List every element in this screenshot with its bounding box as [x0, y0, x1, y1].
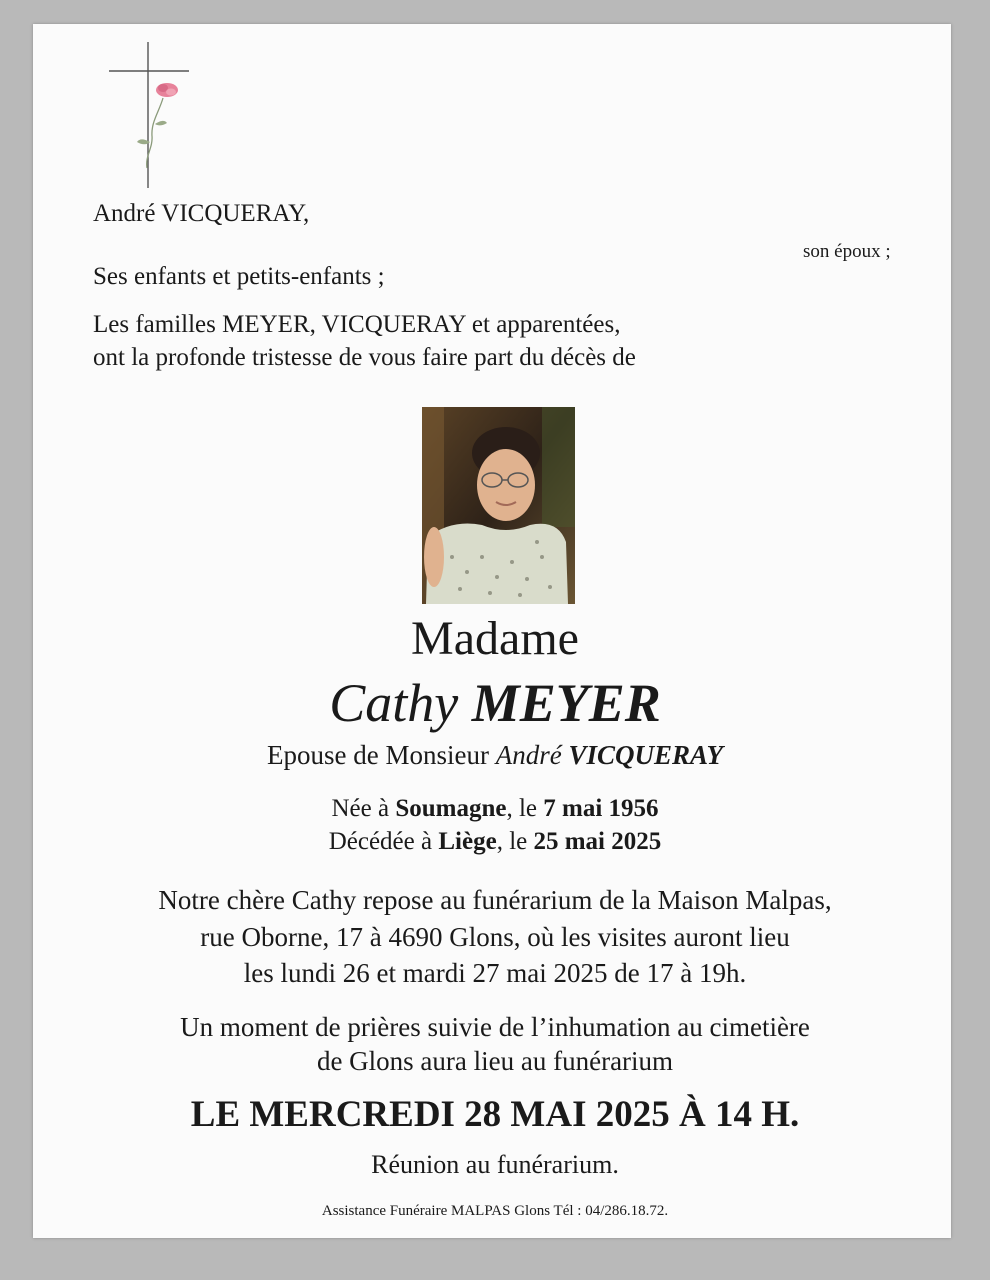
reunion-line: Réunion au funérarium. [371, 1150, 619, 1179]
birth-mid: , le [506, 795, 537, 822]
ceremony-line: LE MERCREDI 28 MAI 2025 À 14 H. [190, 1094, 800, 1135]
deceased-name [0, 672, 990, 734]
spouse-first-name: André [495, 740, 562, 770]
death-prefix: Décédée à [328, 828, 433, 855]
families-line: Les familles MEYER, VICQUERAY et apparentées, [93, 311, 621, 338]
death-line [0, 828, 990, 856]
death-date: 25 mai 2025 [533, 828, 662, 855]
deceased-first-name: Cathy [329, 673, 459, 733]
husband-name: André VICQUERAY, [93, 200, 310, 227]
portrait-photo [422, 407, 575, 604]
footer-assistance: Assistance Funéraire MALPAS Glons Tél : 04/286.18.72. [321, 1203, 669, 1219]
husband-role: son époux ; [803, 241, 891, 262]
children-line: Ses enfants et petits-enfants ; [93, 263, 385, 290]
body-line-3: les lundi 26 et mardi 27 mai 2025 de 17 à 19h. [243, 958, 747, 988]
deceased-last-name: MEYER [471, 673, 661, 733]
birth-line [0, 795, 990, 823]
spouse-line [0, 740, 990, 771]
birth-date: 7 mai 1956 [543, 795, 659, 822]
body-line-2: rue Oborne, 17 à 4690 Glons, où les visites auront lieu [200, 922, 790, 952]
spouse-prefix: Epouse de Monsieur [266, 740, 489, 770]
announce-line: ont la profonde tristesse de vous faire part du décès de [93, 344, 636, 371]
body-line-5: de Glons aura lieu au funérarium [316, 1046, 674, 1076]
birth-place: Soumagne [395, 795, 507, 822]
spouse-last-name: VICQUERAY [568, 740, 723, 770]
death-mid: , le [496, 828, 528, 855]
body-line-1: Notre chère Cathy repose au funérarium de la Maison Malpas, [158, 885, 832, 915]
deceased-title: Madame [411, 612, 579, 665]
birth-prefix: Née à [331, 795, 390, 822]
death-place: Liège [438, 828, 497, 855]
body-line-4: Un moment de prières suivie de l’inhumation au cimetière [180, 1012, 810, 1042]
cross-with-rose-icon [105, 40, 195, 190]
